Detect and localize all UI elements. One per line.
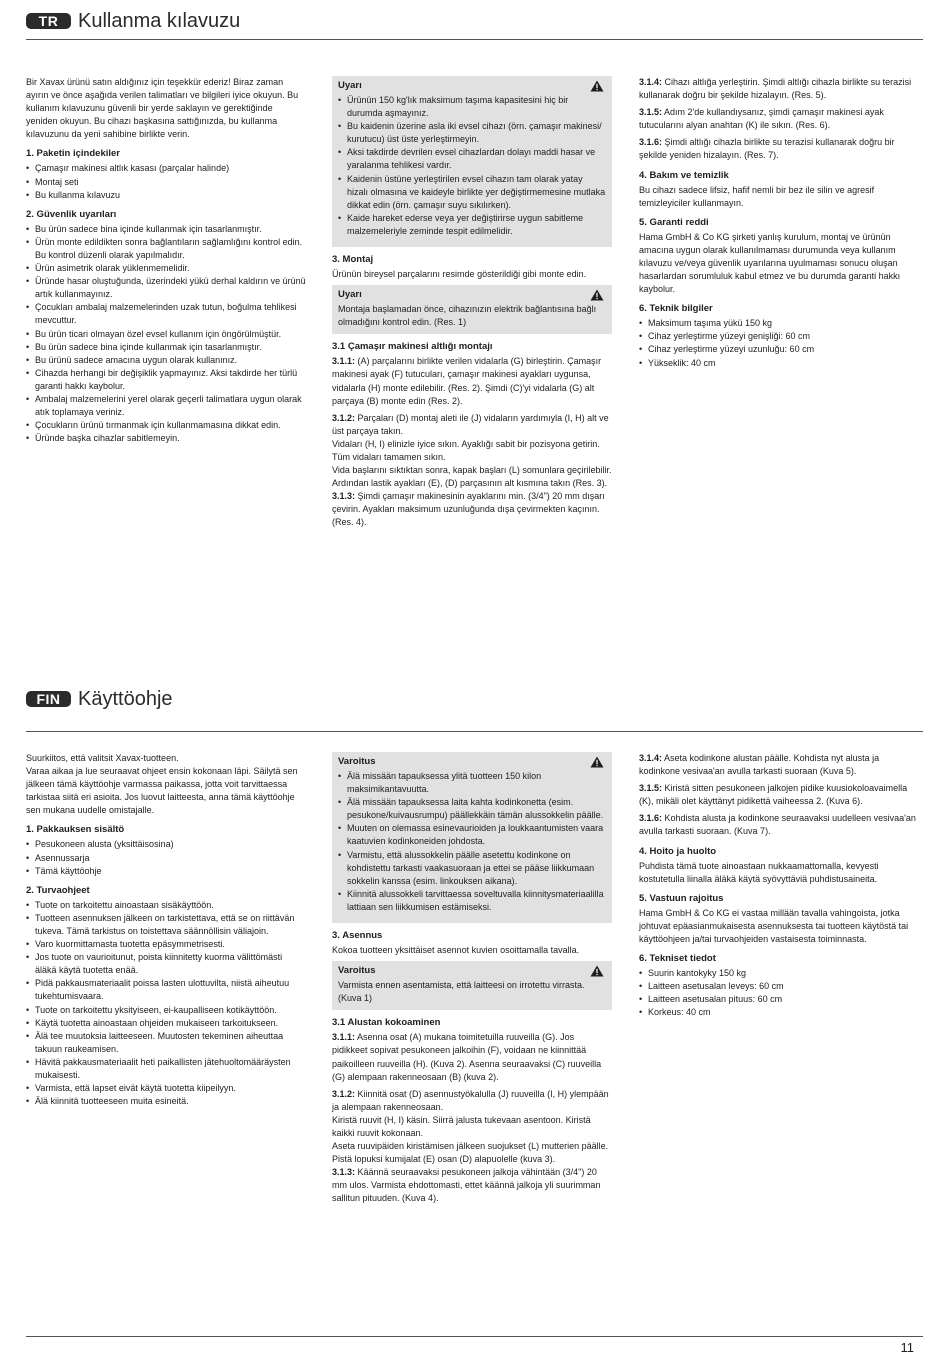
list-item: • Ambalaj malzemelerini yerel olarak geçerli talimatlara uygun olarak atık toplamaya veriniz. bbox=[26, 393, 306, 419]
section-fin bbox=[26, 688, 923, 1204]
warning-list bbox=[338, 94, 606, 238]
list-item: • Asennussarja bbox=[26, 852, 306, 865]
section-title: Kullanma kılavuzu bbox=[78, 10, 241, 32]
step-3-1-1 bbox=[332, 1031, 612, 1083]
contents-list bbox=[26, 838, 306, 877]
warning-box bbox=[332, 961, 612, 1010]
warning-box bbox=[332, 76, 612, 247]
step-3-1-6 bbox=[639, 136, 919, 162]
contents-list bbox=[26, 162, 306, 201]
list-item: • Tuote on tarkoitettu ainoastaan sisäkäyttöön. bbox=[26, 899, 306, 912]
step-text: Aseta kodinkone alustan päälle. Kohdista nyt alusta ja kodinkone vesivaa'an avulla tarkasti suoraan (Kuva 5). bbox=[639, 753, 880, 777]
column-2 bbox=[332, 76, 612, 534]
heading-3-1: 3.1 Çamaşır makinesi altlığı montajı bbox=[332, 341, 493, 353]
step-3-1-2-b: Kiristä ruuvit (H, I) käsin. Siirrä jalusta tukevaan asentoon. Kiristä kaikki ruuvit kokonaan. bbox=[332, 1114, 591, 1138]
step-3-1-1 bbox=[332, 355, 612, 407]
heading-warranty: 5. Vastuun rajoitus bbox=[639, 892, 724, 904]
step-text: Käännä seuraavaksi pesukoneen jalkoja vähintään (3/4") 20 mm ulos. Varmista ehdottomasti, ettet käännä jalkoja yli suurimman sallitun pituuden. (Kuva 4). bbox=[332, 1167, 601, 1204]
warning-box bbox=[332, 285, 612, 334]
list-item: • Laitteen asetusalan leveys: 60 cm bbox=[639, 980, 919, 993]
step-label: 3.1.2: bbox=[332, 412, 356, 423]
heading-care: 4. Hoito ja huolto bbox=[639, 845, 717, 857]
warning-text: Montaja başlamadan önce, cihazınızın elektrik bağlantısına bağlı olmadığını kontrol edin. (Res. 1) bbox=[338, 304, 597, 328]
column-1 bbox=[26, 76, 306, 449]
step-label: 3.1.3: bbox=[332, 491, 356, 502]
care-text: Puhdista tämä tuote ainoastaan nukkaamattomalla, kevyesti kostutetulla liinalla äläkä käytä syövyttäviä puhdistusaineita. bbox=[639, 860, 879, 884]
list-item: • Bu kullanma kılavuzu bbox=[26, 189, 306, 202]
step-label: 3.1.6: bbox=[639, 137, 663, 148]
list-item: • Kiinnitä alussokkeli tarvittaessa soveltuvalla kiinnitysmateriaalilla lattiaan sen liikkumisen estämiseksi. bbox=[338, 888, 606, 914]
assembly-text: Kokoa tuotteen yksittäiset asennot kuvien osoittamalla tavalla. bbox=[332, 945, 580, 956]
list-item: • Tuotteen asennuksen jälkeen on tarkistettava, että se on riittävän tukeva. Tämä tarkistus on toistettava säännöllisin väliajoin. bbox=[26, 912, 306, 938]
list-item: • Ürün monte edildikten sonra bağlantıların sağlamlığını kontrol edin. Bu kontrol düzenli olarak yapılmalıdır. bbox=[26, 236, 306, 262]
list-item: • Käytä tuotetta ainoastaan ohjeiden mukaiseen tarkoitukseen. bbox=[26, 1017, 306, 1030]
list-item: • Cihazda herhangi bir değişiklik yapmayınız. Aksi takdirde her türlü garanti hakkı kaybolur. bbox=[26, 367, 306, 393]
heading-contents: 1. Pakkauksen sisältö bbox=[26, 824, 125, 836]
warning-list bbox=[338, 770, 606, 914]
warranty-text: Hama GmbH & Co KG şirketi yanlış kurulum, montaj ve ürünün amacına uygun olarak kullanılmaması durumunda veya kullanım kılavuzu ve/veya güvenlik uyarılarına uyulmaması sonucu oluşan hasarlardan sorumluluk kabul etmez ve bu durumda garanti hakkı kaybolur. bbox=[639, 231, 901, 295]
list-item: • Bu kaidenin üzerine asla iki evsel cihazı (örn. çamaşır makinesi/ kurutucu) üst üste yerleştirmeyin. bbox=[338, 120, 606, 146]
list-item: • Älä missään tapauksessa laita kahta kodinkonetta (esim. pesukone/kuivausrumpu) päällekkäin tämän alussokkelin päälle. bbox=[338, 796, 606, 822]
list-item: • Älä missään tapauksessa ylitä tuotteen 150 kilon maksimikantavuutta. bbox=[338, 770, 606, 796]
list-item: • Varmista, että lapset eivät käytä tuotetta kiipeilyyn. bbox=[26, 1082, 306, 1095]
step-label: 3.1.4: bbox=[639, 753, 663, 763]
column-2 bbox=[332, 752, 612, 1210]
assembly-text: Ürünün bireysel parçalarını resimde gösterildiği gibi monte edin. bbox=[332, 269, 587, 280]
step-label: 3.1.1: bbox=[332, 1032, 356, 1043]
warning-title: Uyarı bbox=[338, 80, 362, 91]
list-item: • Älä kiinnitä tuotteeseen muita esineitä. bbox=[26, 1095, 306, 1108]
intro-text-2: Varaa aikaa ja lue seuraavat ohjeet ensin kokonaan läpi. Säilytä sen jälkeen tämä käyttöohje varmassa paikassa, jotta voit tarvittaessa tarkistaa siitä eri asioita. Jos luovut laitteesta, anna tämä käyttöohje sen mukana uudelle omistajalle. bbox=[26, 766, 298, 816]
step-text: Kiinnitä osat (D) asennustyökalulla (J) ruuveilla (I, H) ylempään ja alempaan rakenneosaan. bbox=[332, 1088, 609, 1112]
list-item: • Bu ürün sadece bina içinde kullanmak için tasarlanmıştır. bbox=[26, 341, 306, 354]
list-item: • Kaide hareket ederse veya yer değiştirirse uygun sabitleme malzemeleriyle zeminde tespit edilmelidir. bbox=[338, 212, 606, 238]
list-item: • Varmistu, että alussokkelin päälle asetettu kodinkone on kohdistettu tarkasti vaakasuoraan ja ettei se pääse liikkumaan sokkelin kanssa (esim. linkouksen aikana). bbox=[338, 849, 606, 888]
list-item: • Cihaz yerleştirme yüzeyi uzunluğu: 60 cm bbox=[639, 343, 919, 356]
list-item: • Pesukoneen alusta (yksittäisosina) bbox=[26, 838, 306, 851]
list-item: • Ürünün 150 kg'lık maksimum taşıma kapasitesini hiç bir durumda aşmayınız. bbox=[338, 94, 606, 120]
warning-text: Varmista ennen asentamista, että laitteesi on irrotettu virrasta. (Kuva 1) bbox=[338, 980, 585, 1004]
step-label: 3.1.4: bbox=[639, 77, 663, 87]
specs-list bbox=[639, 317, 919, 369]
step-text: Şimdi çamaşır makinesinin ayaklarını min. (3/4") 20 mm dışarı çevirin. Ayakları maksimum uzunluğunda dışa çevirmekten kaçının. (Res. 4). bbox=[332, 491, 605, 528]
list-item: • Kaidenin üstüne yerleştirilen evsel cihazın tam olarak yatay hizalı olmasına ve kaideyle birlikte yer değiştirmemesine mutlaka dikkat edin (örn. çamaşır suyu sıkılırken). bbox=[338, 173, 606, 212]
section-header bbox=[26, 10, 923, 40]
column-1 bbox=[26, 752, 306, 1112]
step-text: Adım 2'de kullandıysanız, şimdi çamaşır makinesi ayak tutucularını alyan anahtarı (K) ile sıkın. (Res. 6). bbox=[639, 107, 884, 131]
list-item: • Maksimum taşıma yükü 150 kg bbox=[639, 317, 919, 330]
step-3-1-4 bbox=[639, 76, 919, 102]
heading-care: 4. Bakım ve temizlik bbox=[639, 169, 729, 181]
heading-assembly: 3. Montaj bbox=[332, 254, 374, 266]
step-text: Asenna osat (A) mukana toimitetuilla ruuveilla (G). Jos pidikkeet sopivat pesukoneen jalkoihin (F), voidaan ne kiinnittää paikoilleen ruuveilla (H). (Kuva 2). Asenna seuraavaksi (C) ruuveilla (G) alempaan rakenneosaan (B) (kuva 2). bbox=[332, 1032, 602, 1082]
list-item: • Varo kuormittamasta tuotetta epäsymmetrisesti. bbox=[26, 938, 306, 951]
step-text: Parçaları (D) montaj aleti ile (J) vidaların yardımıyla (I, H) alt ve üst parçaya takın. bbox=[332, 412, 609, 436]
page-number: 11 bbox=[900, 1340, 914, 1355]
column-3 bbox=[639, 752, 919, 1023]
warning-triangle-icon bbox=[590, 80, 604, 92]
heading-safety: 2. Güvenlik uyarıları bbox=[26, 208, 117, 220]
list-item: • Çamaşır makinesi altlık kasası (parçalar halinde) bbox=[26, 162, 306, 175]
list-item: • Laitteen asetusalan pituus: 60 cm bbox=[639, 993, 919, 1006]
step-text: (A) parçalarını birlikte verilen vidalarla (G) birleştirin. Çamaşır makinesi ayak (F) tutucuları, çamaşır makinesi ayakları uygunsa, vidalarla (H) monte edilebilir. (Res. 2). Şimdi (C)'yi vidalarla (G) alt parçaya (B) monte edin (Res. 2). bbox=[332, 356, 602, 406]
list-item: • Çocukları ambalaj malzemelerinden uzak tutun, boğulma tehlikesi mevcuttur. bbox=[26, 301, 306, 327]
list-item: • Suurin kantokyky 150 kg bbox=[639, 967, 919, 980]
list-item: • Bu ürün ticari olmayan özel evsel kullanım için öngörülmüştür. bbox=[26, 328, 306, 341]
language-tag: FIN bbox=[26, 691, 71, 707]
warning-title: Uyarı bbox=[338, 289, 362, 301]
safety-list bbox=[26, 223, 306, 446]
section-tr bbox=[26, 10, 923, 528]
list-item: • Tuote on tarkoitettu yksityiseen, ei-kaupalliseen kotikäyttöön. bbox=[26, 1004, 306, 1017]
list-item: • Ürün asimetrik olarak yüklenmemelidir. bbox=[26, 262, 306, 275]
list-item: • Hävitä pakkausmateriaalit heti paikallisten jätehuoltomääräysten mukaisesti. bbox=[26, 1056, 306, 1082]
warranty-text: Hama GmbH & Co KG ei vastaa millään tavalla vahingoista, jotka johtuvat epäasianmukaisesta asennuksesta tai tuotteen käytöstä tai käyttöohjeen ja/tai turvaohjeiden vastaisesta toiminnasta. bbox=[639, 907, 909, 944]
heading-safety: 2. Turvaohjeet bbox=[26, 884, 90, 896]
warning-title: Varoitus bbox=[338, 965, 376, 977]
step-3-1-2-c: Aseta ruuvipäiden kiristämisen jälkeen suojukset (L) mutterien päälle. Pistä lopuksi kumijalat (E) osan (D) alapuolelle (kuva 3). bbox=[332, 1141, 609, 1165]
step-label: 3.1.1: bbox=[332, 356, 356, 367]
list-item: • Montaj seti bbox=[26, 176, 306, 189]
heading-specs: 6. Tekniset tiedot bbox=[639, 953, 716, 965]
care-text: Bu cihazı sadece lifsiz, hafif nemli bir bez ile silin ve agresif temizleyiciler kullanmayın. bbox=[639, 184, 875, 208]
list-item: • Aksi takdirde devrilen evsel cihazlardan dolayı maddi hasar ve yaralanma tehlikesi vardır. bbox=[338, 146, 606, 172]
language-tag: TR bbox=[26, 13, 71, 29]
step-text: Kohdista alusta ja kodinkone seuraavaksi uudelleen vesivaa'an avulla tarkasti suoraan. (Kuva 7). bbox=[639, 813, 916, 837]
warning-triangle-icon bbox=[590, 756, 604, 768]
specs-list bbox=[639, 967, 919, 1019]
list-item: • Bu ürünü sadece amacına uygun olarak kullanınız. bbox=[26, 354, 306, 367]
footer-rule bbox=[26, 1336, 923, 1337]
intro-text-1: Suurkiitos, että valitsit Xavax-tuotteen. bbox=[26, 753, 179, 763]
heading-assembly: 3. Asennus bbox=[332, 930, 383, 942]
step-label: 3.1.6: bbox=[639, 813, 663, 824]
intro-text: Bir Xavax ürünü satın aldığınız için teşekkür ederiz! Biraz zaman ayırın ve önce aşağıda verilen talimatları ve bilgileri iyice okuyun. Bu kullanım kılavuzunu güvenli bir yerde saklayın ve gerektiğinde yeniden okuyun. Bu cihazı başkasına sattığınızda, bu kullanma kılavuzunu da yeni sahibine birlikte verin. bbox=[26, 77, 299, 140]
heading-3-1: 3.1 Alustan kokoaminen bbox=[332, 1017, 441, 1029]
step-3-1-5 bbox=[639, 106, 919, 132]
step-3-1-4 bbox=[639, 752, 919, 778]
list-item: • Çocukların ürünü tırmanmak için kullanmamasına dikkat edin. bbox=[26, 419, 306, 432]
column-3 bbox=[639, 76, 919, 374]
list-item: • Bu ürün sadece bina içinde kullanmak için tasarlanmıştır. bbox=[26, 223, 306, 236]
safety-list bbox=[26, 899, 306, 1109]
warning-box bbox=[332, 752, 612, 923]
list-item: • Tämä käyttöohje bbox=[26, 865, 306, 878]
warning-triangle-icon bbox=[590, 289, 604, 301]
step-label: 3.1.3: bbox=[332, 1167, 356, 1178]
step-text: Kiristä sitten pesukoneen jalkojen pidike kuusiokoloavaimella (K), mikäli olet käyttänyt pidikettä vaiheessa 2. (Kuva 6). bbox=[639, 783, 908, 807]
step-label: 3.1.2: bbox=[332, 1088, 356, 1099]
list-item: • Älä tee muutoksia laitteeseen. Muutosten tekeminen aiheuttaa takuun raukeamisen. bbox=[26, 1030, 306, 1056]
step-3-1-3 bbox=[332, 490, 612, 529]
header-rule bbox=[26, 731, 923, 732]
step-3-1-6 bbox=[639, 812, 919, 838]
list-item: • Üründe başka cihazlar sabitlemeyin. bbox=[26, 432, 306, 445]
list-item: • Korkeus: 40 cm bbox=[639, 1006, 919, 1019]
heading-warranty: 5. Garanti reddi bbox=[639, 216, 709, 228]
list-item: • Muuten on olemassa esinevaurioiden ja loukkaantumisten vaara kaatuvien kodinkoneiden johdosta. bbox=[338, 822, 606, 848]
step-label: 3.1.5: bbox=[639, 783, 663, 794]
warning-title: Varoitus bbox=[338, 756, 376, 767]
heading-contents: 1. Paketin içindekiler bbox=[26, 148, 120, 160]
step-3-1-3 bbox=[332, 1166, 612, 1205]
list-item: • Yükseklik: 40 cm bbox=[639, 357, 919, 370]
list-item: • Pidä pakkausmateriaalit poissa lasten ulottuvilta, niistä aiheutuu tukehtumisvaara. bbox=[26, 977, 306, 1003]
step-text: Cihazı altlığa yerleştirin. Şimdi altlığı cihazla birlikte su terazisi kullanarak doğru bir şekilde hizalayın. (Res. 5). bbox=[639, 77, 912, 101]
header-rule bbox=[26, 39, 923, 40]
list-item: • Cihaz yerleştirme yüzeyi genişliği: 60 cm bbox=[639, 330, 919, 343]
list-item: • Jos tuote on vaurioitunut, poista kiinnitetty kuorma välittömästi äläkä käytä tuotetta enää. bbox=[26, 951, 306, 977]
section-header bbox=[26, 688, 923, 718]
step-3-1-2 bbox=[332, 1088, 612, 1114]
step-3-1-2-b: Vidaları (H, I) elinizle iyice sıkın. Ayaklığı sabit bir pozisyona getirin. Tüm vidaları tamamen sıkın. bbox=[332, 438, 600, 462]
section-title: Käyttöohje bbox=[78, 688, 173, 710]
step-3-1-5 bbox=[639, 782, 919, 808]
step-label: 3.1.5: bbox=[639, 107, 663, 118]
warning-triangle-icon bbox=[590, 965, 604, 977]
list-item: • Üründe hasar oluştuğunda, üzerindeki yükü derhal kaldırın ve ürünü artık kullanmayınız. bbox=[26, 275, 306, 301]
step-text: Şimdi altlığı cihazla birlikte su terazisi kullanarak doğru bir şekilde yeniden hizalayın. (Res. 7). bbox=[639, 137, 895, 161]
step-3-1-2 bbox=[332, 412, 612, 438]
step-3-1-2-c: Vida başlarını sıktıktan sonra, kapak başları (L) somunlara geçirilebilir. Ardından lastik ayakları (E), (D) parçasının alt kısmına takın (Res. 3). bbox=[332, 465, 612, 489]
heading-specs: 6. Teknik bilgiler bbox=[639, 303, 713, 315]
